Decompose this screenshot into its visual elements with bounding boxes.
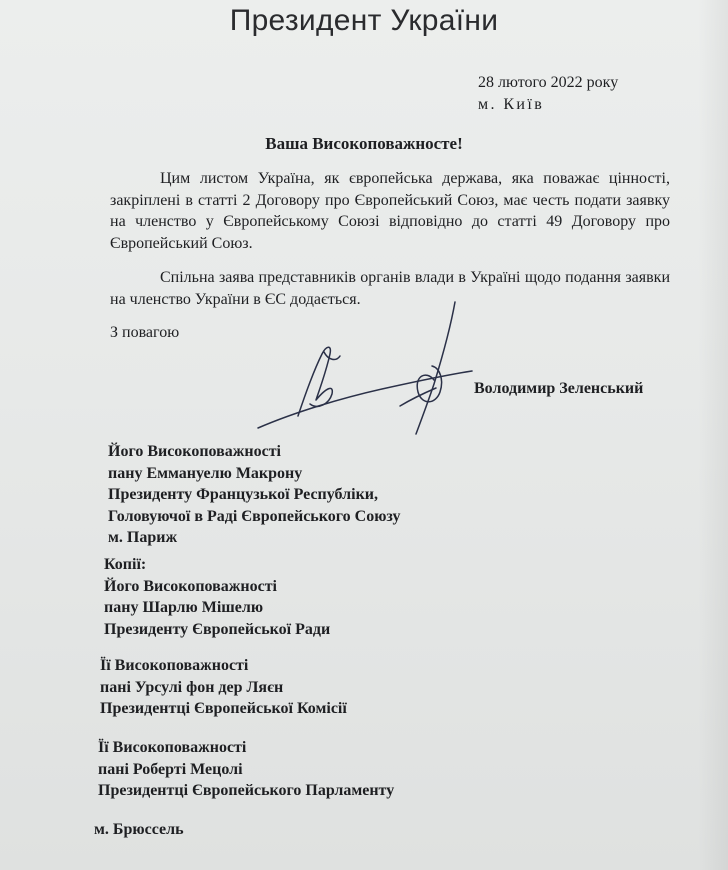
addressee-line: Президенту Французької Республіки,	[108, 486, 379, 504]
copy-recipient-line: Його Високоповажності	[104, 577, 277, 595]
body-paragraph-1	[110, 168, 670, 254]
addressee-line: пану Еммануелю Макрону	[108, 464, 303, 482]
salutation: Ваша Високоповажносте!	[265, 134, 463, 153]
copies-label: Копії:	[104, 556, 147, 573]
addressee-line: Головуючої в Раді Європейського Союзу	[108, 507, 401, 525]
copies-block	[104, 554, 330, 640]
copy-recipient-line: пані Урсулі фон дер Ляєн	[100, 678, 284, 696]
signer-name: Володимир Зеленський	[474, 380, 644, 397]
addressee-line: Його Високоповажності	[108, 443, 281, 460]
letterhead-title: Президент України	[229, 4, 499, 37]
closing-phrase: З повагою	[110, 324, 180, 341]
handwritten-signature	[250, 296, 480, 441]
copy-recipient-line: Її Високоповажності	[100, 657, 249, 674]
copy-recipient-line: пану Шарлю Мішелю	[104, 599, 264, 617]
copies-city: м. Брюссель	[94, 821, 184, 838]
addressee-line: м. Париж	[108, 529, 178, 547]
copy-recipient-line: Президентці Європейської Комісії	[100, 700, 347, 718]
letter-date: 28 лютого 2022 року	[478, 74, 619, 91]
copy-recipient-line: Президентці Європейського Парламенту	[98, 782, 395, 800]
page-shadow	[698, 0, 728, 870]
copy-recipient-block	[100, 655, 347, 720]
copy-recipient-line: Президенту Європейської Ради	[104, 620, 331, 638]
copy-recipient-line: Її Високоповажності	[98, 739, 247, 756]
letter-city: м. Київ	[478, 96, 545, 113]
body-paragraph-1-text: Цим листом Україна, як європейська держава, яка поважає цінності, закріплені в статті 2 Договору про Європейський Союз, має честь подати заявку на членство у Європейському Союзі відповідно до статті 49 Договору про Європейський Союз.	[110, 170, 670, 252]
copy-recipient-line: пані Роберті Мецолі	[98, 760, 243, 778]
body-paragraph-2-text: Спільна заява представників органів влади в Україні щодо подання заявки на членство України в ЄС додається.	[110, 269, 670, 308]
addressee-block	[108, 441, 401, 549]
copy-recipient-block	[98, 737, 394, 802]
